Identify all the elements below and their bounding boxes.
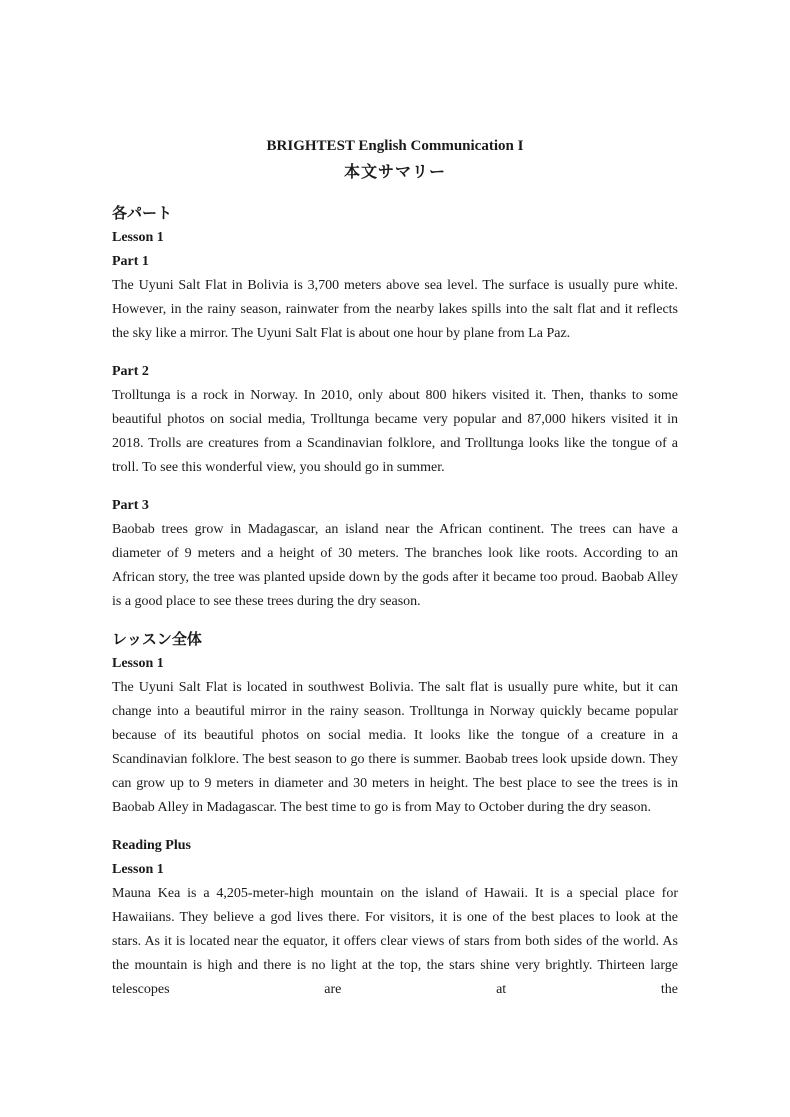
paragraph-gap [112, 346, 678, 360]
whole-lesson-lesson-heading: Lesson 1 [112, 656, 164, 671]
document-subtitle: 本文サマリー [343, 164, 446, 181]
part-3-paragraph: Baobab trees grow in Madagascar, an island near the African continent. The trees can have a diameter of 9 meters and a height of 30 meters. The branches look like roots. According to an African story, the tree was planted upside down by the gods after it became too proud. Baobab Alley is a good place to see these trees during the dry season. [112, 522, 678, 609]
title-block [112, 133, 678, 186]
part-2-heading: Part 2 [112, 364, 149, 379]
part-1-paragraph: The Uyuni Salt Flat in Bolivia is 3,700 meters above sea level. The surface is usually pure white. However, in the rainy season, rainwater from the nearby lakes spills into the salt flat and it reflects the sky like a mirror. The Uyuni Salt Flat is about one hour by plane from La Paz. [112, 278, 678, 341]
part-3-heading: Part 3 [112, 498, 149, 513]
section-heading-whole-lesson: レッスン全体 [112, 632, 202, 648]
paragraph-gap [112, 480, 678, 494]
section-heading-each-part: 各パート [112, 206, 173, 222]
reading-plus-paragraph: Mauna Kea is a 4,205-meter-high mountain on the island of Hawaii. It is a special place for Hawaiians. They believe a god lives there. For visitors, it is one of the best places to look at the stars. As it is located near the equator, it offers clear views of stars from both sides of the world. As the mountain is high and there is no light at the top, the stars shine very brightly. Thirteen large telescopes are at the [112, 886, 678, 997]
part-1-heading: Part 1 [112, 254, 149, 269]
document-title: BRIGHTEST English Communication I [266, 138, 524, 154]
document-body [112, 202, 678, 1002]
section-gap [112, 614, 678, 628]
whole-lesson-paragraph: The Uyuni Salt Flat is located in southwest Bolivia. The salt flat is usually pure white, but it can change into a beautiful mirror in the rainy season. Trolltunga in Norway quickly became popular because of its beautiful photos on social media. It looks like the tongue of a creature in a Scandinavian folklore. The best season to go there is summer. Baobab trees look upside down. They can grow up to 9 meters in diameter and 30 meters in height. The best place to see the trees is in Baobab Alley in Madagascar. The best time to go is from May to October during the dry season. [112, 680, 678, 815]
section-heading-reading-plus: Reading Plus [112, 838, 191, 853]
part-2-paragraph: Trolltunga is a rock in Norway. In 2010, only about 800 hikers visited it. Then, thanks to some beautiful photos on social media, Trolltunga became very popular and 87,000 hikers visited it in 2018. Trolls are creatures from a Scandinavian folklore, and Trolltunga looks like the tongue of a troll. To see this wonderful view, you should go in summer. [112, 388, 678, 475]
section-gap [112, 820, 678, 834]
reading-plus-lesson-heading: Lesson 1 [112, 862, 164, 877]
each-part-lesson-heading: Lesson 1 [112, 230, 164, 245]
